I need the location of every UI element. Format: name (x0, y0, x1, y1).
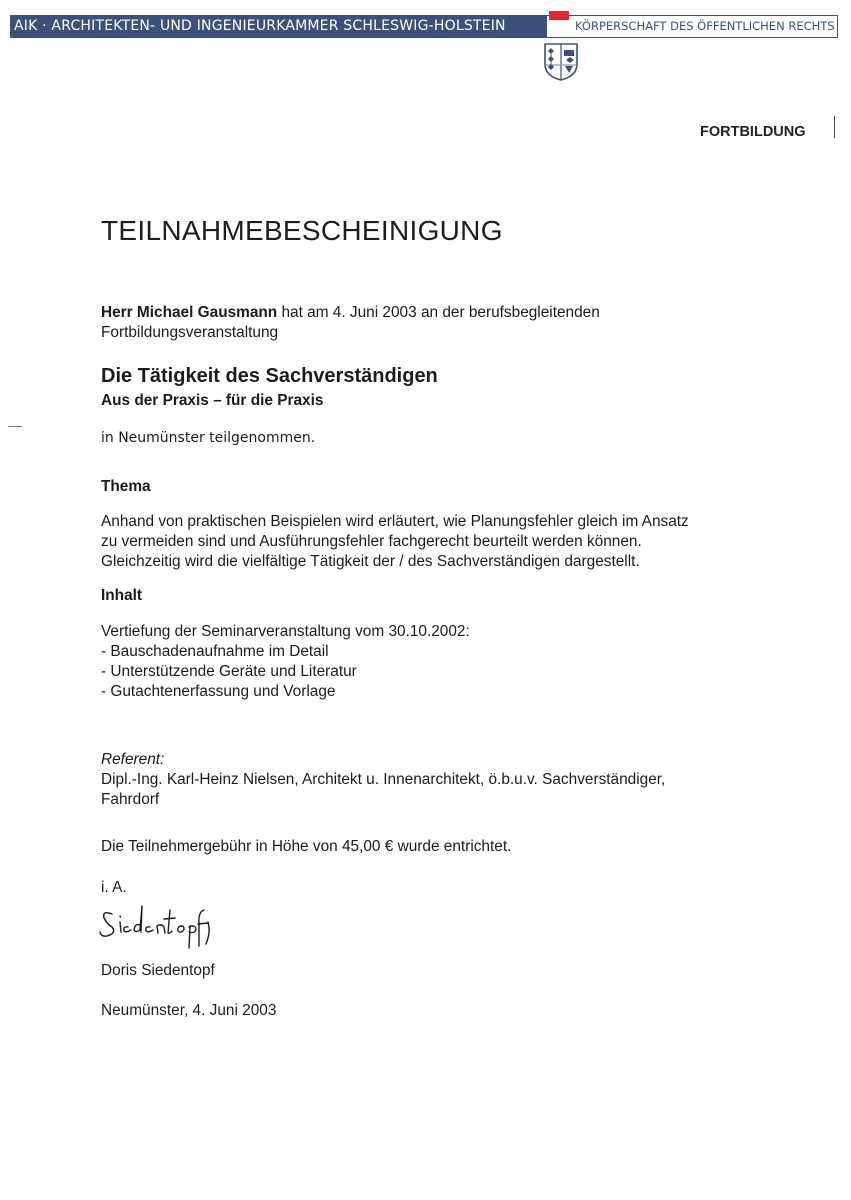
coat-of-arms-icon (543, 42, 579, 82)
intro-line-1-rest: hat am 4. Juni 2003 an der berufsbegleitenden (277, 304, 600, 321)
inhalt-block (101, 622, 781, 702)
thema-paragraph (101, 512, 781, 572)
list-item: - Bauschadenaufnahme im Detail (101, 643, 329, 660)
red-flag-mark (549, 11, 569, 20)
referent-line-1: Dipl.-Ing. Karl-Heinz Nielsen, Architekt u. Innenarchitekt, ö.b.u.v. Sachverständiger, (101, 771, 666, 788)
thema-line: Gleichzeitig wird die vielfältige Tätigkeit der / des Sachverständigen dargestellt. (101, 553, 640, 570)
referent-block (101, 750, 781, 810)
thema-heading: Thema (101, 478, 151, 495)
handwritten-signature (98, 900, 233, 952)
inhalt-intro: Vertiefung der Seminarveranstaltung vom 30.10.2002: (101, 623, 470, 640)
fold-mark (8, 426, 22, 427)
intro-paragraph (101, 303, 781, 343)
inhalt-heading: Inhalt (101, 587, 143, 604)
category-label: FORTBILDUNG (700, 124, 806, 140)
organization-banner: AIK · ARCHITEKTEN- UND INGENIEURKAMMER SCHLESWIG-HOLSTEIN (10, 15, 546, 38)
thema-line: Anhand von praktischen Beispielen wird erläutert, wie Planungsfehler gleich im Ansatz (101, 513, 689, 530)
course-subtitle: Aus der Praxis – für die Praxis (101, 392, 324, 409)
place-date: Neumünster, 4. Juni 2003 (101, 1002, 277, 1019)
referent-label: Referent: (101, 751, 165, 768)
list-item: - Gutachtenerfassung und Vorlage (101, 683, 336, 700)
participant-name: Herr Michael Gausmann (101, 304, 278, 321)
edge-mark (834, 116, 835, 138)
referent-line-2: Fahrdorf (101, 791, 160, 808)
page-title: TEILNAHMEBESCHEINIGUNG (101, 215, 503, 246)
signatory-name: Doris Siedentopf (101, 962, 215, 979)
signature-prefix: i. A. (101, 879, 127, 896)
intro-line-2: Fortbildungsveranstaltung (101, 324, 279, 341)
thema-line: zu vermeiden sind und Ausführungsfehler fachgerecht beurteilt werden können. (101, 533, 642, 550)
course-title: Die Tätigkeit des Sachverständigen (101, 365, 438, 387)
fee-statement: Die Teilnehmergebühr in Höhe von 45,00 € wurde entrichtet. (101, 838, 512, 855)
list-item: - Unterstützende Geräte und Literatur (101, 663, 357, 680)
legal-status-banner: KÖRPERSCHAFT DES ÖFFENTLICHEN RECHTS (546, 15, 838, 38)
intro-line-1 (101, 303, 781, 323)
inhalt-list (101, 642, 781, 702)
course-place: in Neumünster teilgenommen. (101, 430, 316, 446)
